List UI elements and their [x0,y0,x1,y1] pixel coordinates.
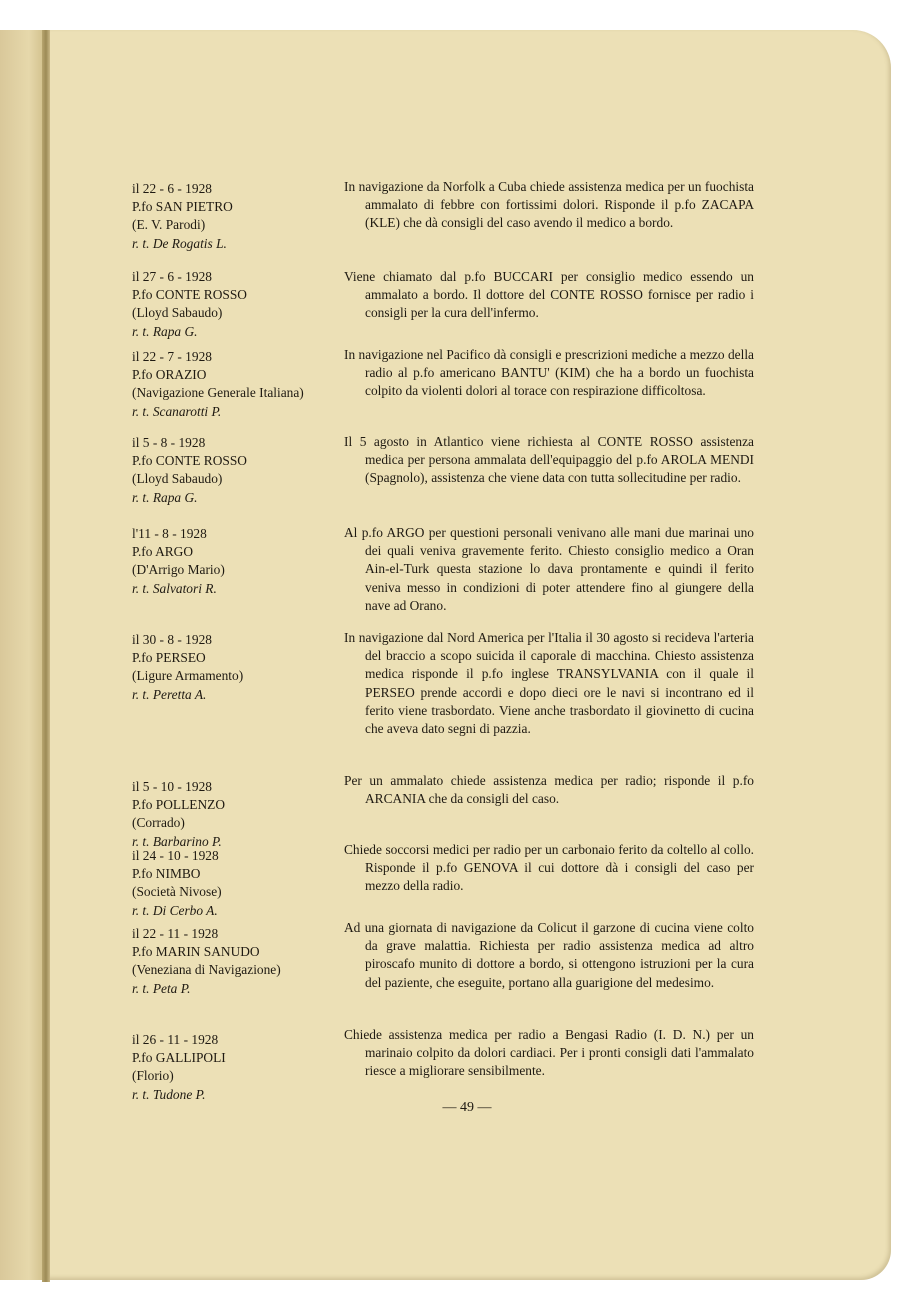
entry-description: Il 5 agosto in Atlantico viene richiesta al CONTE ROSSO assistenza medica per persona ammalata dell'equipaggio del p.fo AROLA MENDI (Spagnolo), assistenza che viene data con tutta sollecitudine per radio. [344,434,754,486]
entry-owner: (Navigazione Generale Italiana) [132,385,304,401]
entry-ship: P.fo MARIN SANUDO [132,944,260,960]
book-gutter [42,30,50,1282]
entry-description: Viene chiamato dal p.fo BUCCARI per consiglio medico essendo un ammalato a bordo. Il dottore del CONTE ROSSO fornisce per radio i consigli per la cura dell'infermo. [344,269,754,321]
entry-owner: (E. V. Parodi) [132,217,206,233]
entry-date: l'11 - 8 - 1928 [132,526,207,541]
entry-description: In navigazione nel Pacifico dà consigli e prescrizioni mediche a mezzo della radio al p.fo americano BANTU' (KIM) che ha a bordo un fuochista colpito da violenti dolori al torace con respirazione difficoltosa. [344,347,754,399]
entry-header [132,268,342,341]
entry-date: il 30 - 8 - 1928 [132,632,212,647]
entry-owner: (Lloyd Sabaudo) [132,471,223,487]
entry-operator: r. t. Rapa G. [132,323,198,339]
entry-ship: P.fo CONTE ROSSO [132,453,247,469]
entry-owner: (Veneziana di Navigazione) [132,962,281,978]
entry-header [132,631,342,704]
entry-header [132,180,342,253]
entry-description: Ad una giornata di navigazione da Colicut il garzone di cucina viene colto da grave malattia. Richiesta per radio assistenza medica ad altro piroscafo munito di dottore a bordo, si ottengono istruzioni per la cura del paziente, che eseguite, portano alla guarigione del medesimo. [344,920,754,990]
entry-owner: (Florio) [132,1068,174,1084]
entry-owner: (Ligure Armamento) [132,668,244,684]
entry-date: il 5 - 8 - 1928 [132,435,206,450]
entry-header [132,1031,342,1104]
entry-operator: r. t. Tudone P. [132,1086,206,1102]
entry-ship: P.fo SAN PIETRO [132,199,233,215]
entry-description: In navigazione dal Nord America per l'Italia il 30 agosto si recideva l'arteria del braccio a scopo suicida il caporale di macchina. Chiesto assistenza medica risponde il p.fo inglese TRANSYLVANIA con il quale il PERSEO prende accordi e dopo dieci ore le navi si incontrano ed il ferito viene trasbordato. Viene anche trasbordato il giovinetto di cucina che aveva dato segni di pazzia. [344,630,754,737]
entry-date: il 26 - 11 - 1928 [132,1032,219,1047]
entry-header [132,778,342,851]
entry-ship: P.fo NIMBO [132,866,201,882]
entry-operator: r. t. Scanarotti P. [132,403,222,419]
entry-operator: r. t. De Rogatis L. [132,235,227,251]
entry-header [132,434,342,507]
entry-description: Per un ammalato chiede assistenza medica per radio; risponde il p.fo ARCANIA che da consigli del caso. [344,773,754,807]
page-number: — 49 — [442,1100,492,1115]
entry-owner: (Corrado) [132,815,185,831]
entry-ship: P.fo ARGO [132,544,194,560]
entry-header [132,348,342,421]
entry-ship: P.fo CONTE ROSSO [132,287,247,303]
entry-description: Al p.fo ARGO per questioni personali venivano alle mani due marinai uno dei quali veniva gravemente ferito. Chiesto consiglio medico a Oran Ain-el-Turk questa stazione lo dava prontamente e quindi il ferito veniva messo in condizioni di poter attendere fino al giungere della nave ad Orano. [344,525,754,613]
entry-header [132,847,342,920]
entry-operator: r. t. Di Cerbo A. [132,902,218,918]
entry-owner: (Società Nivose) [132,884,222,900]
entry-operator: r. t. Peretta A. [132,686,207,702]
entry-ship: P.fo ORAZIO [132,367,207,383]
entry-date: il 22 - 11 - 1928 [132,926,219,941]
entry-operator: r. t. Barbarino P. [132,833,222,849]
entry-date: il 24 - 10 - 1928 [132,848,219,863]
entry-description: Chiede assistenza medica per radio a Bengasi Radio (I. D. N.) per un marinaio colpito da dolori cardiaci. Per i pronti consigli dati l'ammalato riesce a migliorare sensibilmente. [344,1027,754,1079]
entry-ship: P.fo GALLIPOLI [132,1050,226,1066]
entry-operator: r. t. Peta P. [132,980,191,996]
entry-header [132,925,342,998]
entry-owner: (Lloyd Sabaudo) [132,305,223,321]
entry-header [132,525,342,598]
entry-date: il 22 - 6 - 1928 [132,181,212,196]
entry-owner: (D'Arrigo Mario) [132,562,225,578]
entry-operator: r. t. Salvatori R. [132,580,217,596]
entry-description: Chiede soccorsi medici per radio per un carbonaio ferito da coltello al collo. Risponde il p.fo GENOVA il cui dottore dà i consigli del caso per mezzo della radio. [344,842,754,894]
entry-date: il 5 - 10 - 1928 [132,779,212,794]
entry-date: il 27 - 6 - 1928 [132,269,212,284]
entry-ship: P.fo PERSEO [132,650,206,666]
facing-page-edge [0,30,48,1280]
entry-operator: r. t. Rapa G. [132,489,198,505]
entry-ship: P.fo POLLENZO [132,797,225,813]
entry-description: In navigazione da Norfolk a Cuba chiede assistenza medica per un fuochista ammalato di febbre con fortissimi dolori. Risponde il p.fo ZACAPA (KLE) che dà consigli del caso avendo il medico a bordo. [344,179,754,231]
entry-date: il 22 - 7 - 1928 [132,349,212,364]
